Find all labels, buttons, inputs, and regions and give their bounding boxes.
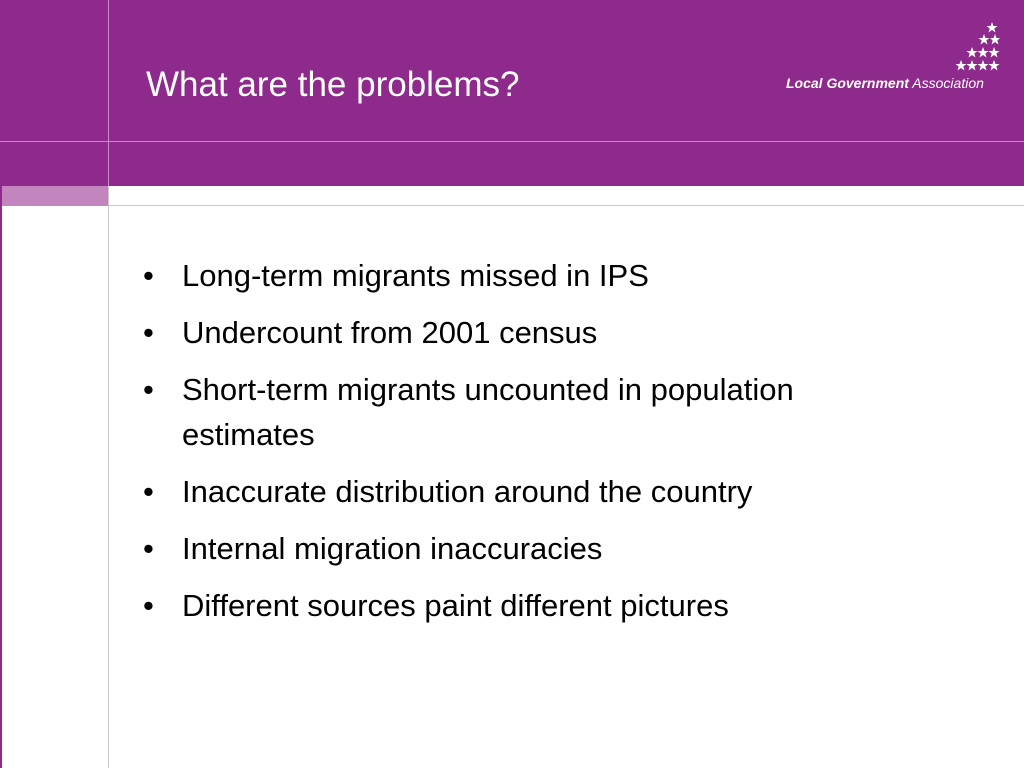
body-divider-horizontal <box>108 205 1024 206</box>
bullet-list <box>143 254 943 641</box>
lga-logo <box>786 20 1006 94</box>
bullet-item <box>143 254 943 299</box>
bullet-item <box>143 368 822 457</box>
bullet-item <box>143 311 943 356</box>
logo-text-regular: Association <box>908 75 984 91</box>
bullet-text: Undercount from 2001 census <box>182 315 598 350</box>
bullet-text: Inaccurate distribution around the country <box>182 473 753 509</box>
bullet-glyph: • <box>143 473 154 509</box>
bullet-text: Short-term migrants uncounted in population estimates <box>182 372 794 452</box>
stars-triangle-icon <box>940 20 1000 74</box>
bullet-text: Different sources paint different pictures <box>182 587 729 623</box>
bullet-text: Internal migration inaccuracies <box>182 530 603 566</box>
slide-title: What are the problems? <box>146 65 520 104</box>
logo-text-bold: Local Government <box>786 75 909 91</box>
bullet-glyph: • <box>143 530 154 566</box>
bullet-item <box>143 584 943 629</box>
bullet-text: Long-term migrants missed in IPS <box>182 258 649 293</box>
body-divider-vertical <box>108 186 109 768</box>
bullet-item <box>143 527 943 572</box>
left-border <box>0 186 2 768</box>
header-divider-horizontal <box>0 141 1024 142</box>
bullet-glyph: • <box>143 587 154 623</box>
bullet-item <box>143 470 943 515</box>
bullet-glyph: • <box>143 258 154 293</box>
left-accent-block <box>0 186 108 206</box>
logo-text <box>786 74 984 92</box>
header-divider-vertical <box>108 0 109 186</box>
bullet-glyph: • <box>143 372 154 407</box>
bullet-glyph: • <box>143 315 154 350</box>
